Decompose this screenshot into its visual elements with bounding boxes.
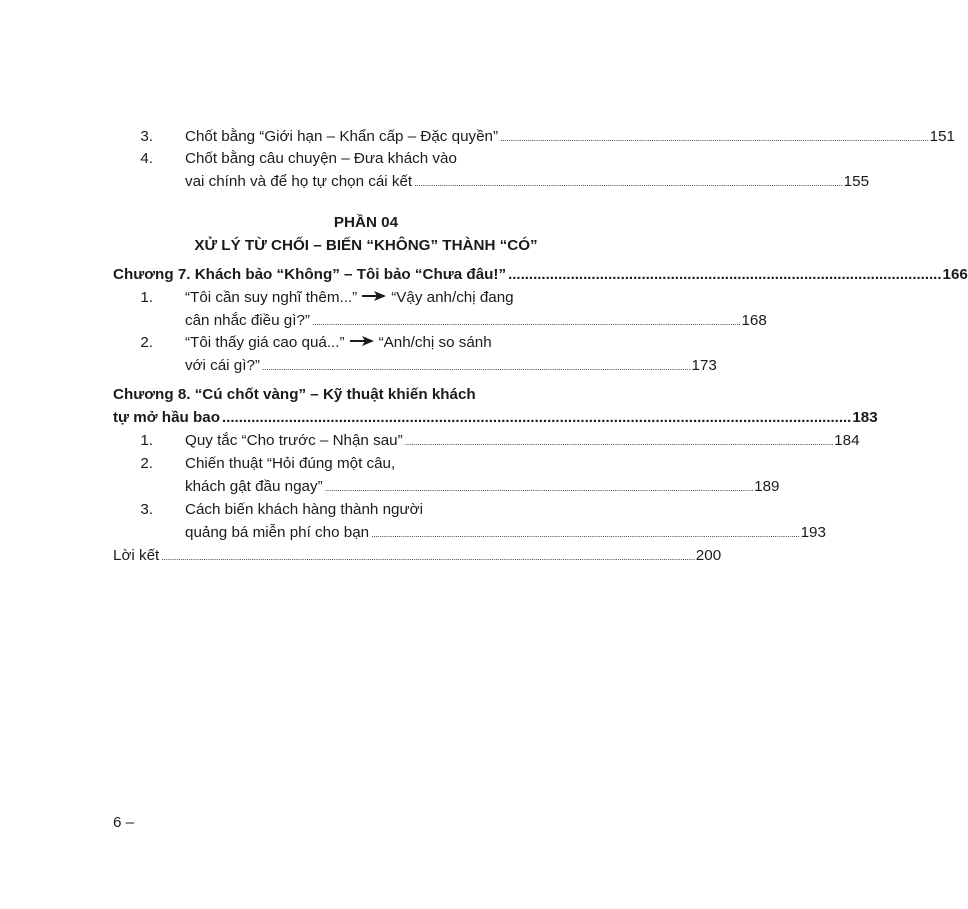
- toc-entry[interactable]: [113, 287, 619, 309]
- entry-title-response: “Vậy anh/chị đang: [391, 289, 514, 306]
- toc-entry[interactable]: [113, 453, 619, 475]
- toc-entry[interactable]: [113, 126, 955, 148]
- chapter-entry-continuation[interactable]: [113, 407, 878, 429]
- dot-leader: ............................................................................................................................................................................................................: [404, 437, 834, 447]
- entry-title-line1: Chiến thuật “Hỏi đúng một câu,: [185, 455, 396, 472]
- chapter-page-number: 183: [852, 409, 878, 426]
- entry-title-response: “Anh/chị so sánh: [378, 334, 492, 351]
- entry-page-number: 155: [843, 173, 870, 190]
- entry-number: 1.: [140, 432, 153, 449]
- dot-leader: ............................................................................................................................................................................................................: [324, 483, 754, 493]
- entry-title-quote: “Tôi cần suy nghĩ thêm...”: [185, 289, 358, 306]
- entry-title: Quy tắc “Cho trước – Nhận sau”: [185, 432, 403, 449]
- entry-page-number: 151: [929, 128, 955, 145]
- toc-entry-continuation[interactable]: [113, 476, 780, 498]
- entry-number: 3.: [140, 128, 153, 145]
- entry-title-line2: quảng bá miễn phí cho bạn: [185, 524, 370, 541]
- toc-entry[interactable]: [113, 148, 619, 170]
- dot-leader: ............................................................................................................................................................................................................: [311, 317, 741, 327]
- entry-page-number: 193: [800, 524, 826, 541]
- toc-entry-continuation[interactable]: [113, 310, 767, 332]
- toc-entry-continuation[interactable]: [113, 355, 717, 377]
- part-label: PHẦN 04: [333, 214, 399, 231]
- toc-entry-continuation[interactable]: [113, 522, 826, 544]
- toc-entry[interactable]: [113, 430, 860, 452]
- entry-number: 3.: [140, 501, 153, 518]
- epilogue-title: Lời kết: [113, 547, 160, 564]
- entry-title-line1: Chốt bằng câu chuyện – Đưa khách vào: [185, 150, 457, 167]
- entry-title-line2: với cái gì?”: [185, 357, 260, 374]
- entry-title-line2: vai chính và để họ tự chọn cái kết: [185, 173, 413, 190]
- toc-entry-epilogue[interactable]: [113, 545, 722, 567]
- entry-number: 2.: [140, 455, 153, 472]
- dot-leader: ............................................................................................................................................................................................................: [414, 178, 843, 188]
- toc-page: [113, 0, 968, 909]
- page-number-footer: 6 –: [113, 814, 135, 831]
- dot-leader: ............................................................................................................................................................................................................: [371, 529, 800, 539]
- toc-entry[interactable]: [113, 499, 619, 521]
- entry-page-number: 189: [754, 478, 780, 495]
- entry-page-number: 173: [691, 357, 717, 374]
- entry-title-line2: khách gật đầu ngay”: [185, 478, 323, 495]
- dot-leader: ............................................................................................................................................................................................................: [261, 362, 691, 372]
- dot-leader: .......................................................................................................................................................: [222, 409, 852, 426]
- entry-number: 1.: [140, 289, 153, 306]
- chapter-page-number: 166: [942, 266, 968, 283]
- entry-title-line1: Cách biến khách hàng thành người: [185, 501, 423, 518]
- entry-title-line2: cân nhắc điều gì?”: [185, 312, 310, 329]
- entry-number: 4.: [140, 150, 153, 167]
- entry-number: 2.: [140, 334, 153, 351]
- arrow-right-icon: [361, 290, 387, 302]
- entry-title-quote: “Tôi thấy giá cao quá...”: [185, 334, 345, 351]
- entry-title: Chốt bằng “Giới hạn – Khẩn cấp – Đặc quyền”: [185, 128, 499, 145]
- entry-page-number: 184: [834, 432, 860, 449]
- chapter-entry[interactable]: [113, 384, 619, 406]
- dot-leader: ..............................................................................................................................................................................................................................................................: [161, 552, 695, 562]
- part-title: XỬ LÝ TỪ CHỐI – BIẾN “KHÔNG” THÀNH “CÓ”: [194, 237, 538, 254]
- dot-leader: ............................................................................................................................................................................................................: [500, 133, 929, 143]
- entry-page-number: 168: [741, 312, 767, 329]
- arrow-right-icon: [349, 335, 375, 347]
- toc-entry[interactable]: [113, 332, 619, 354]
- dot-leader: ........................................................................................................: [508, 266, 942, 283]
- chapter-title: Chương 7. Khách bảo “Không” – Tôi bảo “Chưa đâu!”: [113, 266, 507, 283]
- toc-entry-continuation[interactable]: [113, 171, 870, 193]
- entry-page-number: 200: [695, 547, 722, 564]
- chapter-title-line1: Chương 8. “Cú chốt vàng” – Kỹ thuật khiến khách: [113, 386, 476, 403]
- chapter-title-line2: tự mở hầu bao: [113, 409, 221, 426]
- chapter-entry[interactable]: [113, 264, 968, 286]
